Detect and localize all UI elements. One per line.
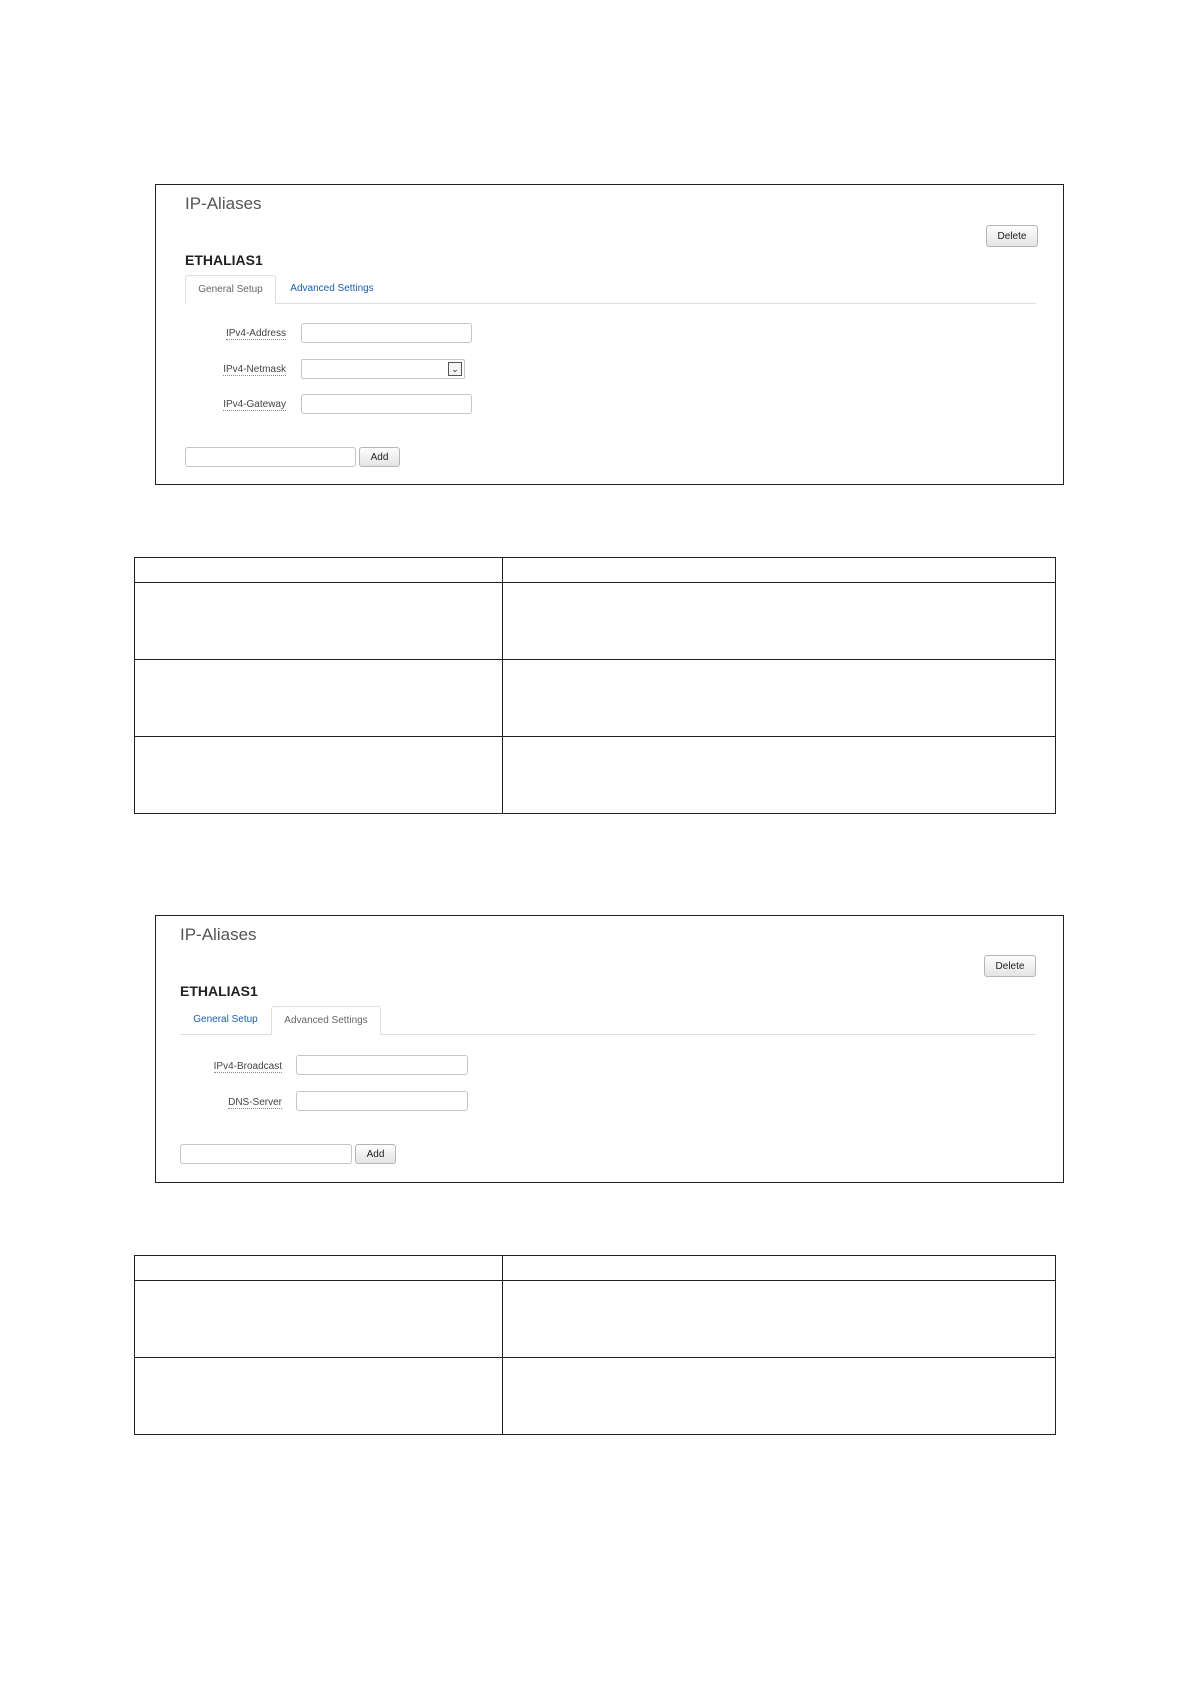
table-cell	[135, 583, 503, 660]
table-cell	[135, 1281, 503, 1358]
ipv4-gateway-label: IPv4-Gateway	[223, 399, 286, 410]
delete-button[interactable]: Delete	[986, 225, 1038, 247]
table-cell	[135, 1358, 503, 1435]
alias-name: ETHALIAS1	[180, 983, 258, 999]
delete-button[interactable]: Delete	[984, 955, 1036, 977]
dns-server-label: DNS-Server	[228, 1097, 282, 1108]
add-button[interactable]: Add	[355, 1144, 396, 1164]
table-row	[135, 1281, 1056, 1358]
table-cell	[135, 1256, 503, 1281]
table-cell	[135, 660, 503, 737]
table-row	[135, 1358, 1056, 1435]
tab-bar	[185, 275, 1036, 304]
section-title: IP-Aliases	[180, 925, 257, 944]
new-alias-input[interactable]	[185, 447, 356, 467]
table-cell	[503, 737, 1056, 814]
ipv4-broadcast-label: IPv4-Broadcast	[213, 1061, 282, 1072]
ipv4-broadcast-input[interactable]	[296, 1055, 468, 1075]
tab-advanced-settings[interactable]: Advanced Settings	[290, 283, 374, 294]
table-cell	[135, 737, 503, 814]
add-button[interactable]: Add	[359, 447, 400, 467]
ipv4-netmask-select[interactable]	[301, 359, 465, 379]
dns-server-input[interactable]	[296, 1091, 468, 1111]
section-title: IP-Aliases	[185, 194, 262, 213]
table-row	[135, 660, 1056, 737]
table-row	[135, 1256, 1056, 1281]
ipv4-address-label: IPv4-Address	[225, 328, 286, 339]
table-row	[135, 583, 1056, 660]
ip-aliases-panel-general	[155, 184, 1064, 485]
new-alias-input[interactable]	[180, 1144, 352, 1164]
ipv4-netmask-label: IPv4-Netmask	[223, 364, 286, 375]
table-cell	[503, 1358, 1056, 1435]
table-cell	[503, 660, 1056, 737]
table-row	[135, 737, 1056, 814]
table-cell	[503, 583, 1056, 660]
ipv4-address-input[interactable]	[301, 323, 472, 343]
table-cell	[503, 1281, 1056, 1358]
ip-aliases-panel-advanced	[155, 915, 1064, 1183]
chevron-down-icon: ⌄	[448, 362, 462, 376]
table-cell	[503, 558, 1056, 583]
tab-general-setup[interactable]: General Setup	[193, 1014, 258, 1025]
advanced-settings-table	[134, 1255, 1056, 1435]
table-cell	[135, 558, 503, 583]
ipv4-gateway-input[interactable]	[301, 394, 472, 414]
table-cell	[503, 1256, 1056, 1281]
tab-bar	[180, 1006, 1036, 1035]
tab-advanced-settings[interactable]: Advanced Settings	[271, 1006, 381, 1035]
tab-general-setup[interactable]: General Setup	[185, 275, 276, 304]
alias-name: ETHALIAS1	[185, 252, 263, 268]
table-row	[135, 558, 1056, 583]
general-setup-table	[134, 557, 1056, 814]
